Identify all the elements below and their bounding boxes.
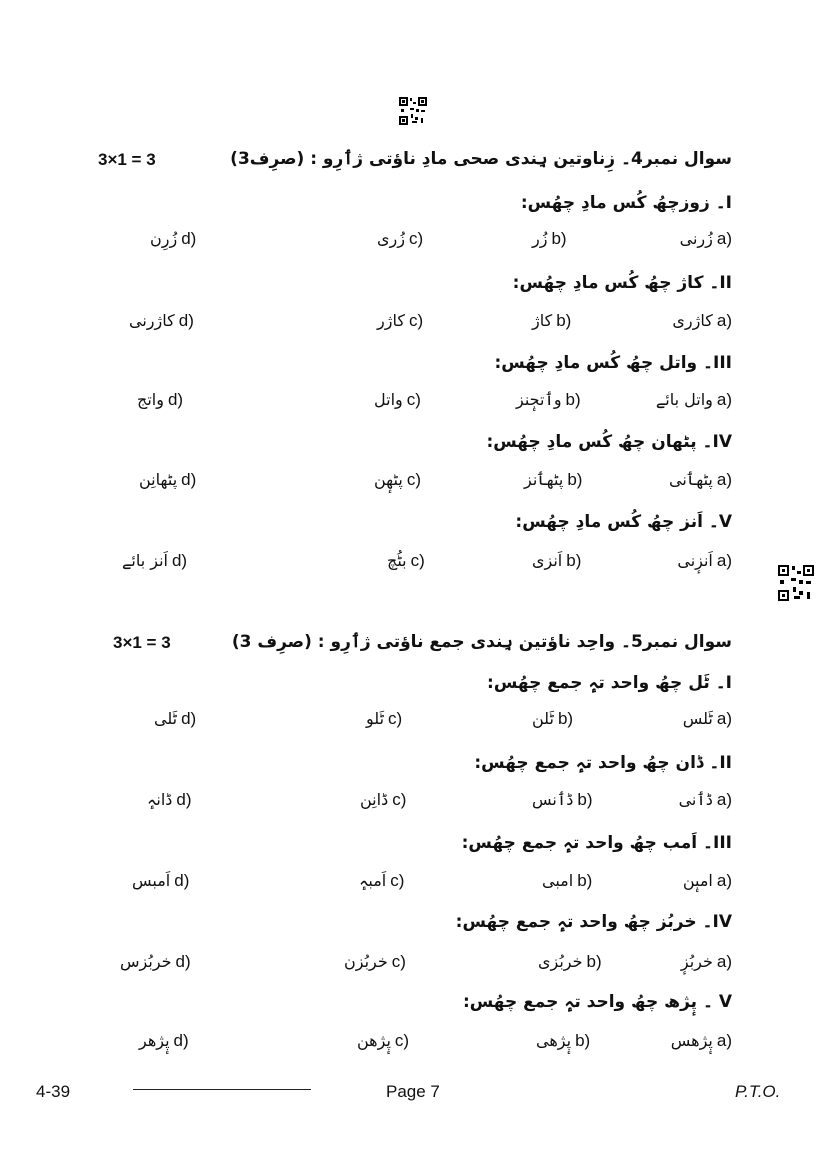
question-5-heading: سوال نمبر5۔ واحِد ناؤتین ہِندی جمع ناؤتی ژٲرِو : (صرِف 3) (231, 632, 732, 652)
q5-item-3-option-a: امبٕن a) (682, 871, 732, 890)
question-4-heading: سوال نمبر4۔ زِناوتین ہِندی صحی مادِ ناؤتی ژٲرِو : (صرِف3) (230, 149, 732, 169)
paper-code: 4-39 (36, 1082, 71, 1101)
q5-item-5-option-a: پٕژھس a) (670, 1031, 732, 1050)
q4-item-3-option-b: وٲتجٕنز b) (516, 390, 581, 409)
q5-item-2-option-d: ڈانہٕ d) (147, 790, 192, 809)
q5-item-5-option-b: پٕژھی b) (536, 1031, 591, 1050)
q5-item-1-option-c: ٹَلو c) (366, 709, 403, 728)
q4-item-2-option-a: کاژری a) (672, 311, 732, 330)
q4-item-2-option-d: کاژرنی d) (129, 311, 194, 330)
q5-item-4-option-a: خربُزٕ a) (680, 952, 732, 971)
q5-item-3-option-d: اَمبس d) (132, 871, 190, 890)
q4-item-4-option-a: پٹھٲنی a) (669, 470, 732, 489)
q4-item-1-option-c: زُری c) (377, 229, 424, 248)
q5-item-5-prompt: V ۔ پٕژھ چھُ واحد تہٕ جمع چھُس: (462, 992, 732, 1012)
question-4-marks: 3×1 = 3 (98, 150, 156, 169)
q5-item-4-option-c: خربُزن c) (344, 952, 406, 971)
q5-item-1-option-a: ٹَلس a) (682, 709, 732, 728)
q4-item-2-option-b: کاژ b) (532, 311, 572, 330)
q5-item-2-option-a: ڈٲنی a) (678, 790, 732, 809)
q5-item-3-option-c: اَمبہٕ c) (359, 871, 405, 890)
q4-item-5-option-c: بٹُچ c) (387, 551, 425, 570)
q5-item-5-option-d: پٕژھر d) (139, 1031, 189, 1050)
page-number: Page 7 (386, 1082, 440, 1101)
q5-item-2-option-b: ڈٲنس b) (532, 790, 593, 809)
q5-item-3-option-b: امبی b) (542, 871, 593, 890)
footer-rule (133, 1089, 311, 1090)
q4-item-1-option-a: زُرنی a) (679, 229, 732, 248)
q4-item-2-option-c: کاژر c) (377, 311, 424, 330)
q4-item-1-option-d: زُرِن d) (150, 229, 197, 248)
q5-item-4-option-b: خربُزی b) (538, 952, 602, 971)
q5-item-1-option-b: ٹَلن b) (532, 709, 574, 728)
qr-code-icon (778, 565, 814, 601)
q4-item-5-prompt: V۔ اَنز چھُ کُس مادِ چھُس: (515, 512, 732, 532)
q4-item-3-option-a: واتل بائے a) (655, 390, 732, 409)
pto-label: P.T.O. (735, 1082, 781, 1101)
q4-item-4-prompt: IV۔ پٹھان چھُ کُس مادِ چھُس: (486, 432, 732, 452)
q4-item-4-option-b: پٹھٲنز b) (524, 470, 583, 489)
q5-item-4-option-d: خربُزس d) (120, 952, 191, 971)
q5-item-2-prompt: II۔ ڈان چھُ واحد تہٕ جمع چھُس: (474, 753, 732, 773)
q5-item-3-prompt: III۔ اَمب چھُ واحد تہٕ جمع چھُس: (461, 833, 732, 853)
q5-item-4-prompt: IV۔ خربُز چھُ واحد تہٕ جمع چھُس: (455, 912, 732, 932)
q4-item-2-prompt: II۔ کاژ چھُ کُس مادِ چھُس: (512, 273, 732, 293)
q4-item-1-prompt: I۔ زوزچھُ کُس مادِ چھُس: (520, 193, 732, 213)
question-5-marks: 3×1 = 3 (113, 633, 171, 652)
q5-item-2-option-c: ڈانِن c) (360, 790, 407, 809)
q5-item-1-prompt: I۔ ٹَل چھُ واحد تہٕ جمع چھُس: (487, 673, 732, 693)
q5-item-5-option-c: پٕژھن c) (357, 1031, 410, 1050)
q4-item-4-option-d: پٹھانِن d) (139, 470, 197, 489)
q4-item-3-prompt: III۔ واتل چھُ کُس مادِ چھُس: (494, 353, 732, 373)
qr-code-icon (399, 97, 427, 125)
q4-item-1-option-b: زُر b) (532, 229, 567, 248)
q4-item-5-option-a: اَنزٕنی a) (677, 551, 732, 570)
q4-item-3-option-d: واتج d) (137, 390, 184, 409)
q4-item-4-option-c: پٹھٕن c) (374, 470, 422, 489)
q4-item-3-option-c: واتل c) (374, 390, 421, 409)
q4-item-5-option-b: اَنزی b) (532, 551, 582, 570)
q4-item-5-option-d: اَنز بائے d) (122, 551, 188, 570)
q5-item-1-option-d: ٹَلی d) (154, 709, 197, 728)
